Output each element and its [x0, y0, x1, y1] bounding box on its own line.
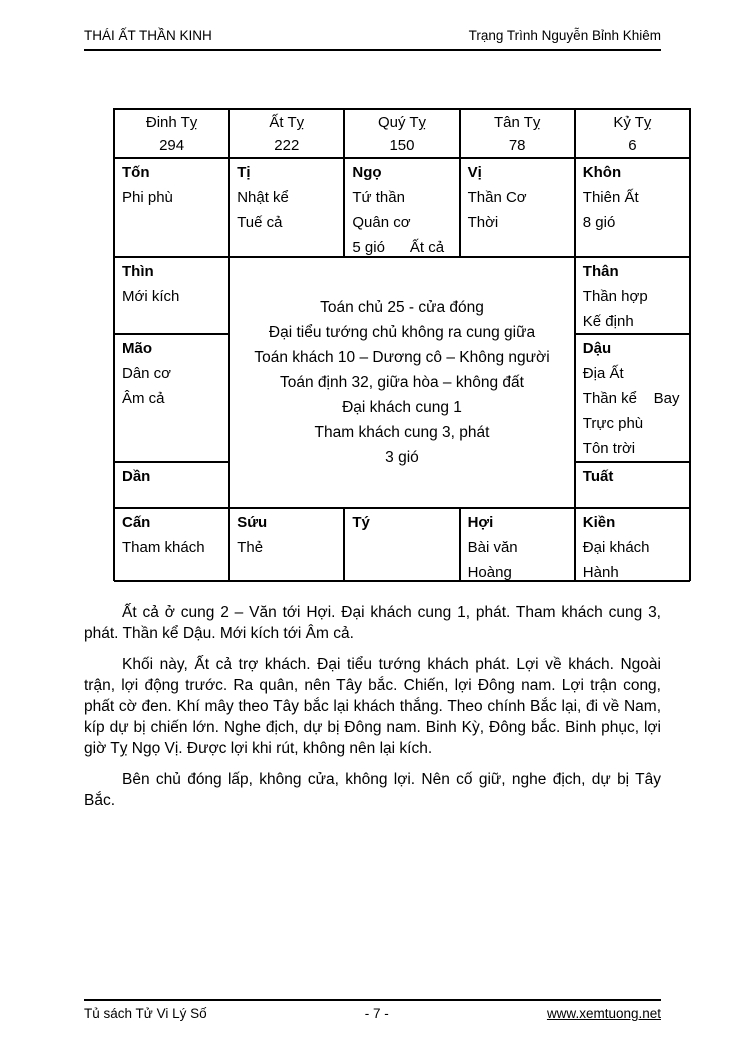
palace-cell-ty: [344, 508, 459, 582]
palace-line: Hành: [582, 564, 619, 581]
palace-cell-dan: [114, 462, 229, 508]
author-name: Trạng Trình Nguyễn Bỉnh Khiêm: [468, 28, 661, 43]
palace-cell-dau: [575, 334, 690, 462]
series-title: Tủ sách Tử Vi Lý Số: [84, 1006, 207, 1021]
center-line: Toán định 32, giữa hòa – không đất: [280, 374, 524, 391]
palace-cell-thin: [114, 257, 229, 334]
palace-line: Âm cả: [122, 390, 165, 407]
palace-line: Kế định: [582, 313, 634, 330]
year-name: Tân Tỵ: [493, 114, 541, 131]
palace-cell-khon: [575, 158, 690, 257]
palace-title: Sứu: [237, 514, 268, 531]
commentary-paragraph: Khối này, Ất cả trợ khách. Đại tiểu tướng khách phát. Lợi về khách. Ngoài trận, lợi động trước. Ra quân, nên Tây bắc. Chiến, lợi Đông nam. Lợi trận cong, phất cờ đen. Khí mây theo Tây bắc lại khách thắng. Theo chính Bắc lại, đi về Nam, kíp dự bị chiến lớn. Nghe địch, dự bị Đông nam. Binh Kỳ, Đông bắc. Binh phục, lợi giờ Tỵ Ngọ Vị. Được lợi khi rút, không nên lại kích.: [84, 656, 661, 757]
year-value: 78: [508, 137, 526, 154]
palace-line: Thần kể Bay: [582, 390, 680, 407]
palace-cell-can: [114, 508, 229, 582]
chart-center-summary: [229, 257, 575, 508]
palace-line: Thiên Ất: [582, 189, 639, 206]
year-value: 6: [628, 137, 637, 154]
year-cell-ky-ty: [575, 109, 690, 158]
year-name: Ất Tỵ: [269, 114, 305, 131]
palace-line: Quân cơ: [352, 214, 411, 231]
palace-title: Dần: [122, 468, 151, 485]
palace-title: Cấn: [122, 514, 151, 531]
palace-title: Thân: [582, 263, 619, 280]
palace-cell-vi: [460, 158, 575, 257]
palace-line: Bài văn: [467, 539, 518, 556]
palace-line: Thần Cơ: [467, 189, 527, 206]
palace-title: Tuất: [582, 468, 614, 485]
book-title: THÁI ẤT THẦN KINH: [84, 28, 212, 43]
palace-line: Địa Ất: [582, 365, 624, 382]
year-cell-at-ty: [229, 109, 344, 158]
palace-line: Tuế cả: [237, 214, 283, 231]
palace-line: Thời: [467, 214, 499, 231]
website-link[interactable]: www.xemtuong.net: [546, 1006, 661, 1021]
year-value: 222: [274, 137, 300, 154]
year-value: 294: [159, 137, 185, 154]
commentary-paragraph: Bên chủ đóng lấp, không cửa, không lợi. Nên cố giữ, nghe địch, dự bị Tây Bắc.: [84, 771, 661, 809]
palace-line: Tứ thần: [352, 189, 405, 206]
thai-at-chart-table: [113, 108, 691, 581]
palace-cell-mao: [114, 334, 229, 462]
palace-line: Nhật kể: [237, 189, 289, 206]
palace-title: Mão: [122, 340, 152, 357]
palace-cell-kien: [575, 508, 690, 582]
commentary-text: [84, 602, 661, 821]
palace-line: Dân cơ: [122, 365, 172, 382]
palace-line: Hoàng: [467, 564, 512, 581]
palace-line: Trực phù: [582, 415, 644, 432]
palace-title: Tị: [237, 164, 251, 181]
commentary-paragraph: Ất cả ở cung 2 – Văn tới Hợi. Đại khách cung 1, phát. Tham khách cung 3, phát. Thần kể Dậu. Mới kích tới Âm cả.: [84, 604, 661, 642]
palace-line: Thần hợp: [582, 288, 648, 305]
palace-title: Tốn: [122, 164, 150, 181]
palace-title: Tý: [352, 514, 370, 531]
year-name: Đinh Tỵ: [145, 114, 198, 131]
page-footer: [84, 999, 661, 1021]
palace-title: Kiền: [582, 514, 616, 531]
year-cell-quy-ty: [344, 109, 459, 158]
palace-cell-than: [575, 257, 690, 334]
palace-line: Đại khách: [582, 539, 650, 556]
center-line: Toán chủ 25 - cửa đóng: [320, 299, 484, 316]
palace-title: Vị: [467, 164, 482, 181]
palace-title: Thìn: [122, 263, 154, 280]
palace-line: Phi phù: [122, 189, 173, 206]
palace-line: Tôn trời: [582, 440, 636, 457]
palace-title: Khôn: [582, 164, 622, 181]
palace-line: Tham khách: [122, 539, 205, 556]
center-line: 3 gió: [385, 449, 419, 466]
palace-title: Hợi: [467, 514, 494, 531]
year-name: Kỷ Tỵ: [613, 114, 652, 131]
palace-cell-hoi: [460, 508, 575, 582]
year-name: Quý Tỵ: [377, 114, 427, 131]
palace-line: Thẻ: [237, 539, 264, 556]
year-cell-dinh-ty: [114, 109, 229, 158]
palace-cell-tuat: [575, 462, 690, 508]
palace-line: Mới kích: [122, 288, 180, 305]
palace-line: 5 gió Ất cả: [352, 239, 445, 256]
palace-title: Dậu: [582, 340, 612, 357]
page-header: [84, 28, 661, 51]
palace-cell-ngo: [344, 158, 459, 257]
year-value: 150: [389, 137, 415, 154]
palace-cell-ti: [229, 158, 344, 257]
page-number: - 7 -: [364, 1006, 389, 1021]
center-line: Đại khách cung 1: [342, 399, 462, 416]
year-cell-tan-ty: [460, 109, 575, 158]
center-line: Toán khách 10 – Dương cô – Không người: [254, 349, 550, 366]
center-line: Đại tiểu tướng chủ không ra cung giữa: [268, 324, 536, 341]
palace-cell-suu: [229, 508, 344, 582]
palace-line: 8 gió: [582, 214, 616, 231]
palace-title: Ngọ: [352, 164, 382, 181]
center-line: Tham khách cung 3, phát: [314, 424, 490, 441]
palace-cell-ton: [114, 158, 229, 257]
